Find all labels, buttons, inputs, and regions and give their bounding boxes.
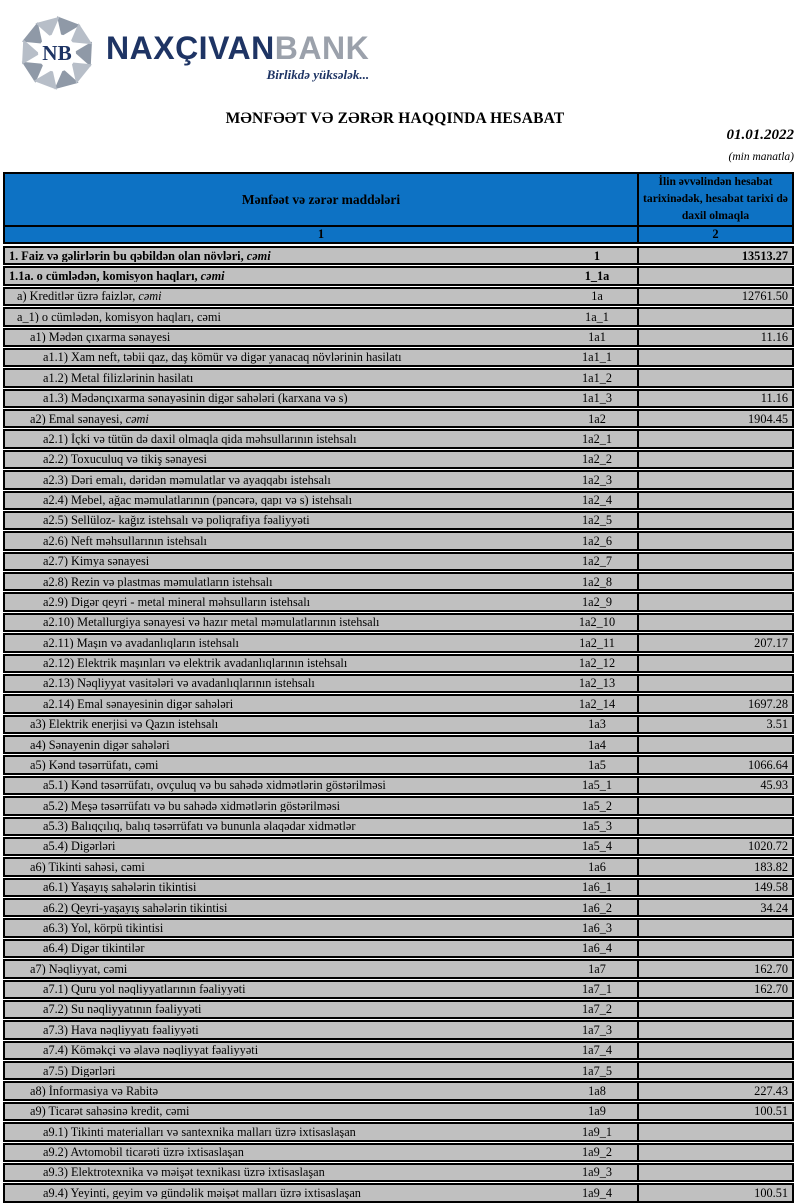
table-row xyxy=(3,409,794,428)
row-value xyxy=(637,1022,792,1037)
row-value xyxy=(637,493,792,508)
table-row xyxy=(3,898,794,917)
table-row xyxy=(3,531,794,550)
table-row xyxy=(3,368,794,387)
row-item-label: a7.5) Digərləri xyxy=(43,1064,116,1077)
row-code: 1a5_3 xyxy=(581,819,613,834)
row-value xyxy=(637,431,792,446)
table-row xyxy=(3,837,794,856)
row-value: 13513.27 xyxy=(637,248,792,263)
row-code: 1a2_9 xyxy=(581,594,613,609)
bank-tagline: Birlikdə yüksələk... xyxy=(266,67,370,82)
row-item-label: a5.3) Balıqçılıq, balıq təsərrüfatı və bununla əlaqədar xidmətlər xyxy=(43,820,356,833)
row-value xyxy=(637,737,792,752)
row-code: 1a6_2 xyxy=(581,900,613,915)
row-value xyxy=(637,676,792,691)
row-item-label: a2.5) Sellüloz- kağız istehsalı və poliqrafiya fəaliyyəti xyxy=(43,514,310,527)
row-value: 1020.72 xyxy=(637,839,792,854)
row-item-label: a2.11) Maşın və avadanlıqların istehsalı xyxy=(43,636,239,649)
row-item-label: a9.4) Yeyinti, geyim və gündəlik məişət malları üzrə ixtisaslaşan xyxy=(43,1186,361,1200)
table-row xyxy=(3,1183,794,1202)
table-header xyxy=(3,172,794,244)
row-code: 1a6_1 xyxy=(581,880,613,895)
row-code: 1 xyxy=(593,248,601,263)
row-value xyxy=(637,452,792,467)
row-value: 207.17 xyxy=(637,635,792,650)
table-rows xyxy=(3,246,794,1203)
table-row xyxy=(3,694,794,713)
table-row xyxy=(3,389,794,408)
row-value xyxy=(637,1063,792,1078)
header-items-label: Mənfəət və zərər maddələri xyxy=(241,191,401,207)
table-row xyxy=(3,1061,794,1080)
table-row xyxy=(3,755,794,774)
row-code: 1a1_3 xyxy=(581,391,613,406)
row-code: 1a_1 xyxy=(585,309,609,324)
row-code: 1a5 xyxy=(588,757,606,772)
row-code: 1a9_1 xyxy=(581,1124,613,1139)
row-value xyxy=(637,472,792,487)
report-date: 01.01.2022 xyxy=(726,127,794,143)
row-code: 1a6 xyxy=(588,859,606,874)
row-value: 162.70 xyxy=(637,961,792,976)
row-item-label: a9.3) Elektrotexnika və məişət texnikası üzrə ixtisaslaşan xyxy=(43,1166,325,1179)
bank-name-block xyxy=(106,32,369,83)
row-item-label: a2.9) Digər qeyri - metal mineral məhsulların istehsalı xyxy=(43,595,311,609)
row-item-label: 1. Faiz və gəlirlərin bu qəbildən olan növləri, cəmi xyxy=(9,249,271,262)
row-value xyxy=(637,268,792,283)
row-code: 1a9_2 xyxy=(581,1145,613,1160)
row-code: 1a7_1 xyxy=(581,982,613,997)
row-value xyxy=(637,309,792,324)
table-row xyxy=(3,429,794,448)
row-value xyxy=(637,1165,792,1180)
row-value: 149.58 xyxy=(637,880,792,895)
row-code: 1a8 xyxy=(588,1083,606,1098)
row-value xyxy=(637,656,792,671)
row-item-label: a1.1) Xam neft, təbii qaz, daş kömür və digər yanacaq növlərinin hasilatı xyxy=(43,351,402,364)
row-code: 1a6_4 xyxy=(581,941,613,956)
row-value: 11.16 xyxy=(637,330,792,345)
row-item-label: a2.14) Emal sənayesinin digər sahələri xyxy=(43,697,234,711)
table-header-main-row xyxy=(5,174,792,225)
row-item-label: a3) Elektrik enerjisi və Qazın istehsalı xyxy=(30,718,219,731)
row-value: 162.70 xyxy=(637,982,792,997)
row-value: 34.24 xyxy=(637,900,792,915)
table-row xyxy=(3,307,794,326)
table-row xyxy=(3,572,794,591)
row-item-label: a6) Tikinti sahəsi, cəmi xyxy=(30,860,145,874)
row-item-label: a2) Emal sənayesi, cəmi xyxy=(30,412,149,425)
row-code: 1a2_13 xyxy=(578,676,616,691)
table-row xyxy=(3,491,794,510)
table-row xyxy=(3,1041,794,1060)
row-item-label: a5.1) Kənd təsərrüfatı, ovçuluq və bu sahədə xidmətlərin göstərilməsi xyxy=(43,779,386,792)
row-code: 1a2_11 xyxy=(579,635,615,650)
row-item-label: a5.4) Digərləri xyxy=(43,840,116,853)
row-code: 1a3 xyxy=(588,717,606,732)
table-row xyxy=(3,939,794,958)
row-item-label: a5.2) Meşə təsərrüfatı və bu sahədə xidmətlərin göstərilməsi xyxy=(43,799,341,812)
profit-loss-table xyxy=(3,172,794,1203)
table-row xyxy=(3,674,794,693)
row-item-label: a7) Nəqliyyat, cəmi xyxy=(30,962,128,975)
row-code: 1a2_2 xyxy=(581,452,613,467)
table-row xyxy=(3,1163,794,1182)
bank-pinwheel-icon xyxy=(18,14,96,92)
table-row xyxy=(3,918,794,937)
row-code: 1a7_3 xyxy=(581,1022,613,1037)
row-item-label: a8) İnformasiya və Rabitə xyxy=(30,1084,159,1098)
table-row xyxy=(3,287,794,306)
row-code: 1a1_2 xyxy=(581,370,613,385)
header-value-label: İlin əvvəlindən hesabat tarixinədək, hesabat tarixi də daxil olmaqla xyxy=(637,174,792,225)
row-value xyxy=(637,350,792,365)
row-item-label: a2.6) Neft məhsullarının istehsalı xyxy=(43,534,207,548)
bank-logo xyxy=(18,14,369,92)
row-item-label: a2.12) Elektrik maşınları və elektrik avadanlıqlarının istehsalı xyxy=(43,657,348,670)
row-value xyxy=(637,370,792,385)
row-code: 1a9 xyxy=(588,1104,606,1119)
row-value: 183.82 xyxy=(637,859,792,874)
table-row xyxy=(3,776,794,795)
row-value xyxy=(637,574,792,589)
row-value xyxy=(637,1002,792,1017)
row-code: 1a2_10 xyxy=(578,615,616,630)
row-item-label: a2.4) Mebel, ağac məmulatlarının (pəncərə, qapı və s) istehsalı xyxy=(43,494,353,507)
row-code: 1a2_14 xyxy=(578,696,616,711)
table-row xyxy=(3,1081,794,1100)
table-row xyxy=(3,1143,794,1162)
table-row xyxy=(3,1102,794,1121)
table-header-number-row xyxy=(5,225,792,242)
table-row xyxy=(3,246,794,265)
row-code: 1a5_4 xyxy=(581,839,613,854)
row-value xyxy=(637,513,792,528)
row-item-label: a_1) o cümlədən, komisyon haqları, cəmi xyxy=(17,310,221,323)
row-code: 1a xyxy=(591,289,603,304)
row-value: 45.93 xyxy=(637,778,792,793)
row-item-label: a2.2) Toxuculuq və tikiş sənayesi xyxy=(43,453,207,466)
row-value xyxy=(637,615,792,630)
row-item-label: a7.2) Su nəqliyyatının fəaliyyəti xyxy=(43,1003,202,1016)
bank-name-primary: NAXÇIVAN xyxy=(106,30,275,66)
row-code: 1a2_7 xyxy=(581,554,613,569)
table-row xyxy=(3,552,794,571)
row-code: 1a7 xyxy=(588,961,606,976)
table-row xyxy=(3,796,794,815)
row-code: 1_1a xyxy=(584,268,610,283)
table-row xyxy=(3,348,794,367)
table-row xyxy=(3,1122,794,1141)
row-item-label: 1.1a. o cümlədən, komisyon haqları, cəmi xyxy=(9,269,225,283)
table-row xyxy=(3,857,794,876)
report-unit-note: (min manatla) xyxy=(728,151,794,163)
row-value: 1904.45 xyxy=(637,411,792,426)
row-value xyxy=(637,1145,792,1160)
row-item-label: a1.3) Mədənçıxarma sənayəsinin digər sahələri (karxana və s) xyxy=(43,392,348,405)
row-item-label: a5) Kənd təsərrüfatı, cəmi xyxy=(30,758,159,772)
row-code: 1a7_5 xyxy=(581,1063,613,1078)
row-item-label: a2.3) Dəri emalı, dəridən məmulatlar və ayaqqabı istehsalı xyxy=(43,473,331,486)
row-value: 12761.50 xyxy=(637,289,792,304)
table-row xyxy=(3,470,794,489)
row-code: 1a4 xyxy=(588,737,606,752)
row-item-label: a9) Ticarət sahəsinə kredit, cəmi xyxy=(30,1105,190,1118)
row-value: 1066.64 xyxy=(637,757,792,772)
table-row xyxy=(3,511,794,530)
row-code: 1a5_1 xyxy=(581,778,613,793)
row-code: 1a2_6 xyxy=(581,533,613,548)
row-code: 1a2 xyxy=(588,411,606,426)
row-item-label: a2.10) Metallurgiya sənayesi və hazır metal məmulatlarının istehsalı xyxy=(43,616,380,629)
row-item-label: a9.2) Avtomobil ticarəti üzrə ixtisaslaşan xyxy=(43,1146,244,1159)
row-item-label: a2.7) Kimya sənayesi xyxy=(43,555,150,568)
report-title: MƏNFƏƏT VƏ ZƏRƏR HAQQINDA HESABAT xyxy=(225,110,565,127)
table-row xyxy=(3,735,794,754)
row-value xyxy=(637,1124,792,1139)
row-value xyxy=(637,819,792,834)
row-value xyxy=(637,533,792,548)
table-row xyxy=(3,266,794,285)
row-value xyxy=(637,941,792,956)
table-row xyxy=(3,654,794,673)
table-row xyxy=(3,328,794,347)
row-code: 1a6_3 xyxy=(581,920,613,935)
row-item-label: a7.3) Hava nəqliyyatı fəaliyyəti xyxy=(43,1023,199,1037)
row-value xyxy=(637,594,792,609)
table-row xyxy=(3,715,794,734)
row-value: 227.43 xyxy=(637,1083,792,1098)
row-code: 1a2_3 xyxy=(581,472,613,487)
table-row xyxy=(3,817,794,836)
row-item-label: a1.2) Metal filizlərinin hasilatı xyxy=(43,371,194,385)
bank-monogram: NB xyxy=(42,41,72,66)
row-code: 1a2_4 xyxy=(581,493,613,508)
header-col-number-2: 2 xyxy=(637,227,792,242)
row-code: 1a5_2 xyxy=(581,798,613,813)
row-item-label: a1) Mədən çıxarma sənayesi xyxy=(30,331,171,344)
row-code: 1a1 xyxy=(588,330,606,345)
row-code: 1a1_1 xyxy=(581,350,613,365)
row-value: 3.51 xyxy=(637,717,792,732)
row-code: 1a2_12 xyxy=(578,656,616,671)
table-row xyxy=(3,878,794,897)
row-code: 1a7_2 xyxy=(581,1002,613,1017)
row-item-label: a6.4) Digər tikintilər xyxy=(43,942,145,955)
row-item-label: a7.4) Köməkçi və əlavə nəqliyyat fəaliyyəti xyxy=(43,1044,259,1057)
header-col-number-1: 1 xyxy=(317,227,325,241)
row-value xyxy=(637,554,792,569)
row-value: 11.16 xyxy=(637,391,792,406)
row-code: 1a2_8 xyxy=(581,574,613,589)
table-row xyxy=(3,959,794,978)
row-item-label: a2.1) İçki və tütün də daxil olmaqla qida məhsullarının istehsalı xyxy=(43,432,357,446)
bank-name xyxy=(106,32,369,64)
row-item-label: a6.2) Qeyri-yaşayış sahələrin tikintisi xyxy=(43,901,228,914)
row-value xyxy=(637,1043,792,1058)
row-item-label: a) Kreditlər üzrə faizlər, cəmi xyxy=(17,290,162,303)
row-item-label: a2.13) Nəqliyyat vasitələri və avadanlıqlarının istehsalı xyxy=(43,677,315,690)
row-item-label: a4) Sənayenin digər sahələri xyxy=(30,738,170,751)
row-item-label: a2.8) Rezin və plastmas məmulatların istehsalı xyxy=(43,575,273,588)
row-item-label: a7.1) Quru yol nəqliyyatlarının fəaliyyəti xyxy=(43,983,246,996)
row-value: 1697.28 xyxy=(637,696,792,711)
table-row xyxy=(3,613,794,632)
bank-name-secondary: BANK xyxy=(274,30,370,66)
row-value xyxy=(637,920,792,935)
row-code: 1a2_1 xyxy=(581,431,613,446)
row-item-label: a9.1) Tikinti materialları və santexnika malları üzrə ixtisaslaşan xyxy=(43,1125,356,1138)
row-code: 1a7_4 xyxy=(581,1043,613,1058)
row-code: 1a9_3 xyxy=(581,1165,613,1180)
row-value xyxy=(637,798,792,813)
row-value: 100.51 xyxy=(637,1185,792,1200)
row-code: 1a2_5 xyxy=(581,513,613,528)
table-row xyxy=(3,450,794,469)
table-row xyxy=(3,592,794,611)
row-item-label: a6.3) Yol, körpü tikintisi xyxy=(43,921,164,935)
row-value: 100.51 xyxy=(637,1104,792,1119)
table-row xyxy=(3,1000,794,1019)
table-row xyxy=(3,633,794,652)
table-row xyxy=(3,980,794,999)
table-row xyxy=(3,1020,794,1039)
row-item-label: a6.1) Yaşayış sahələrin tikintisi xyxy=(43,881,197,894)
row-code: 1a9_4 xyxy=(581,1185,613,1200)
